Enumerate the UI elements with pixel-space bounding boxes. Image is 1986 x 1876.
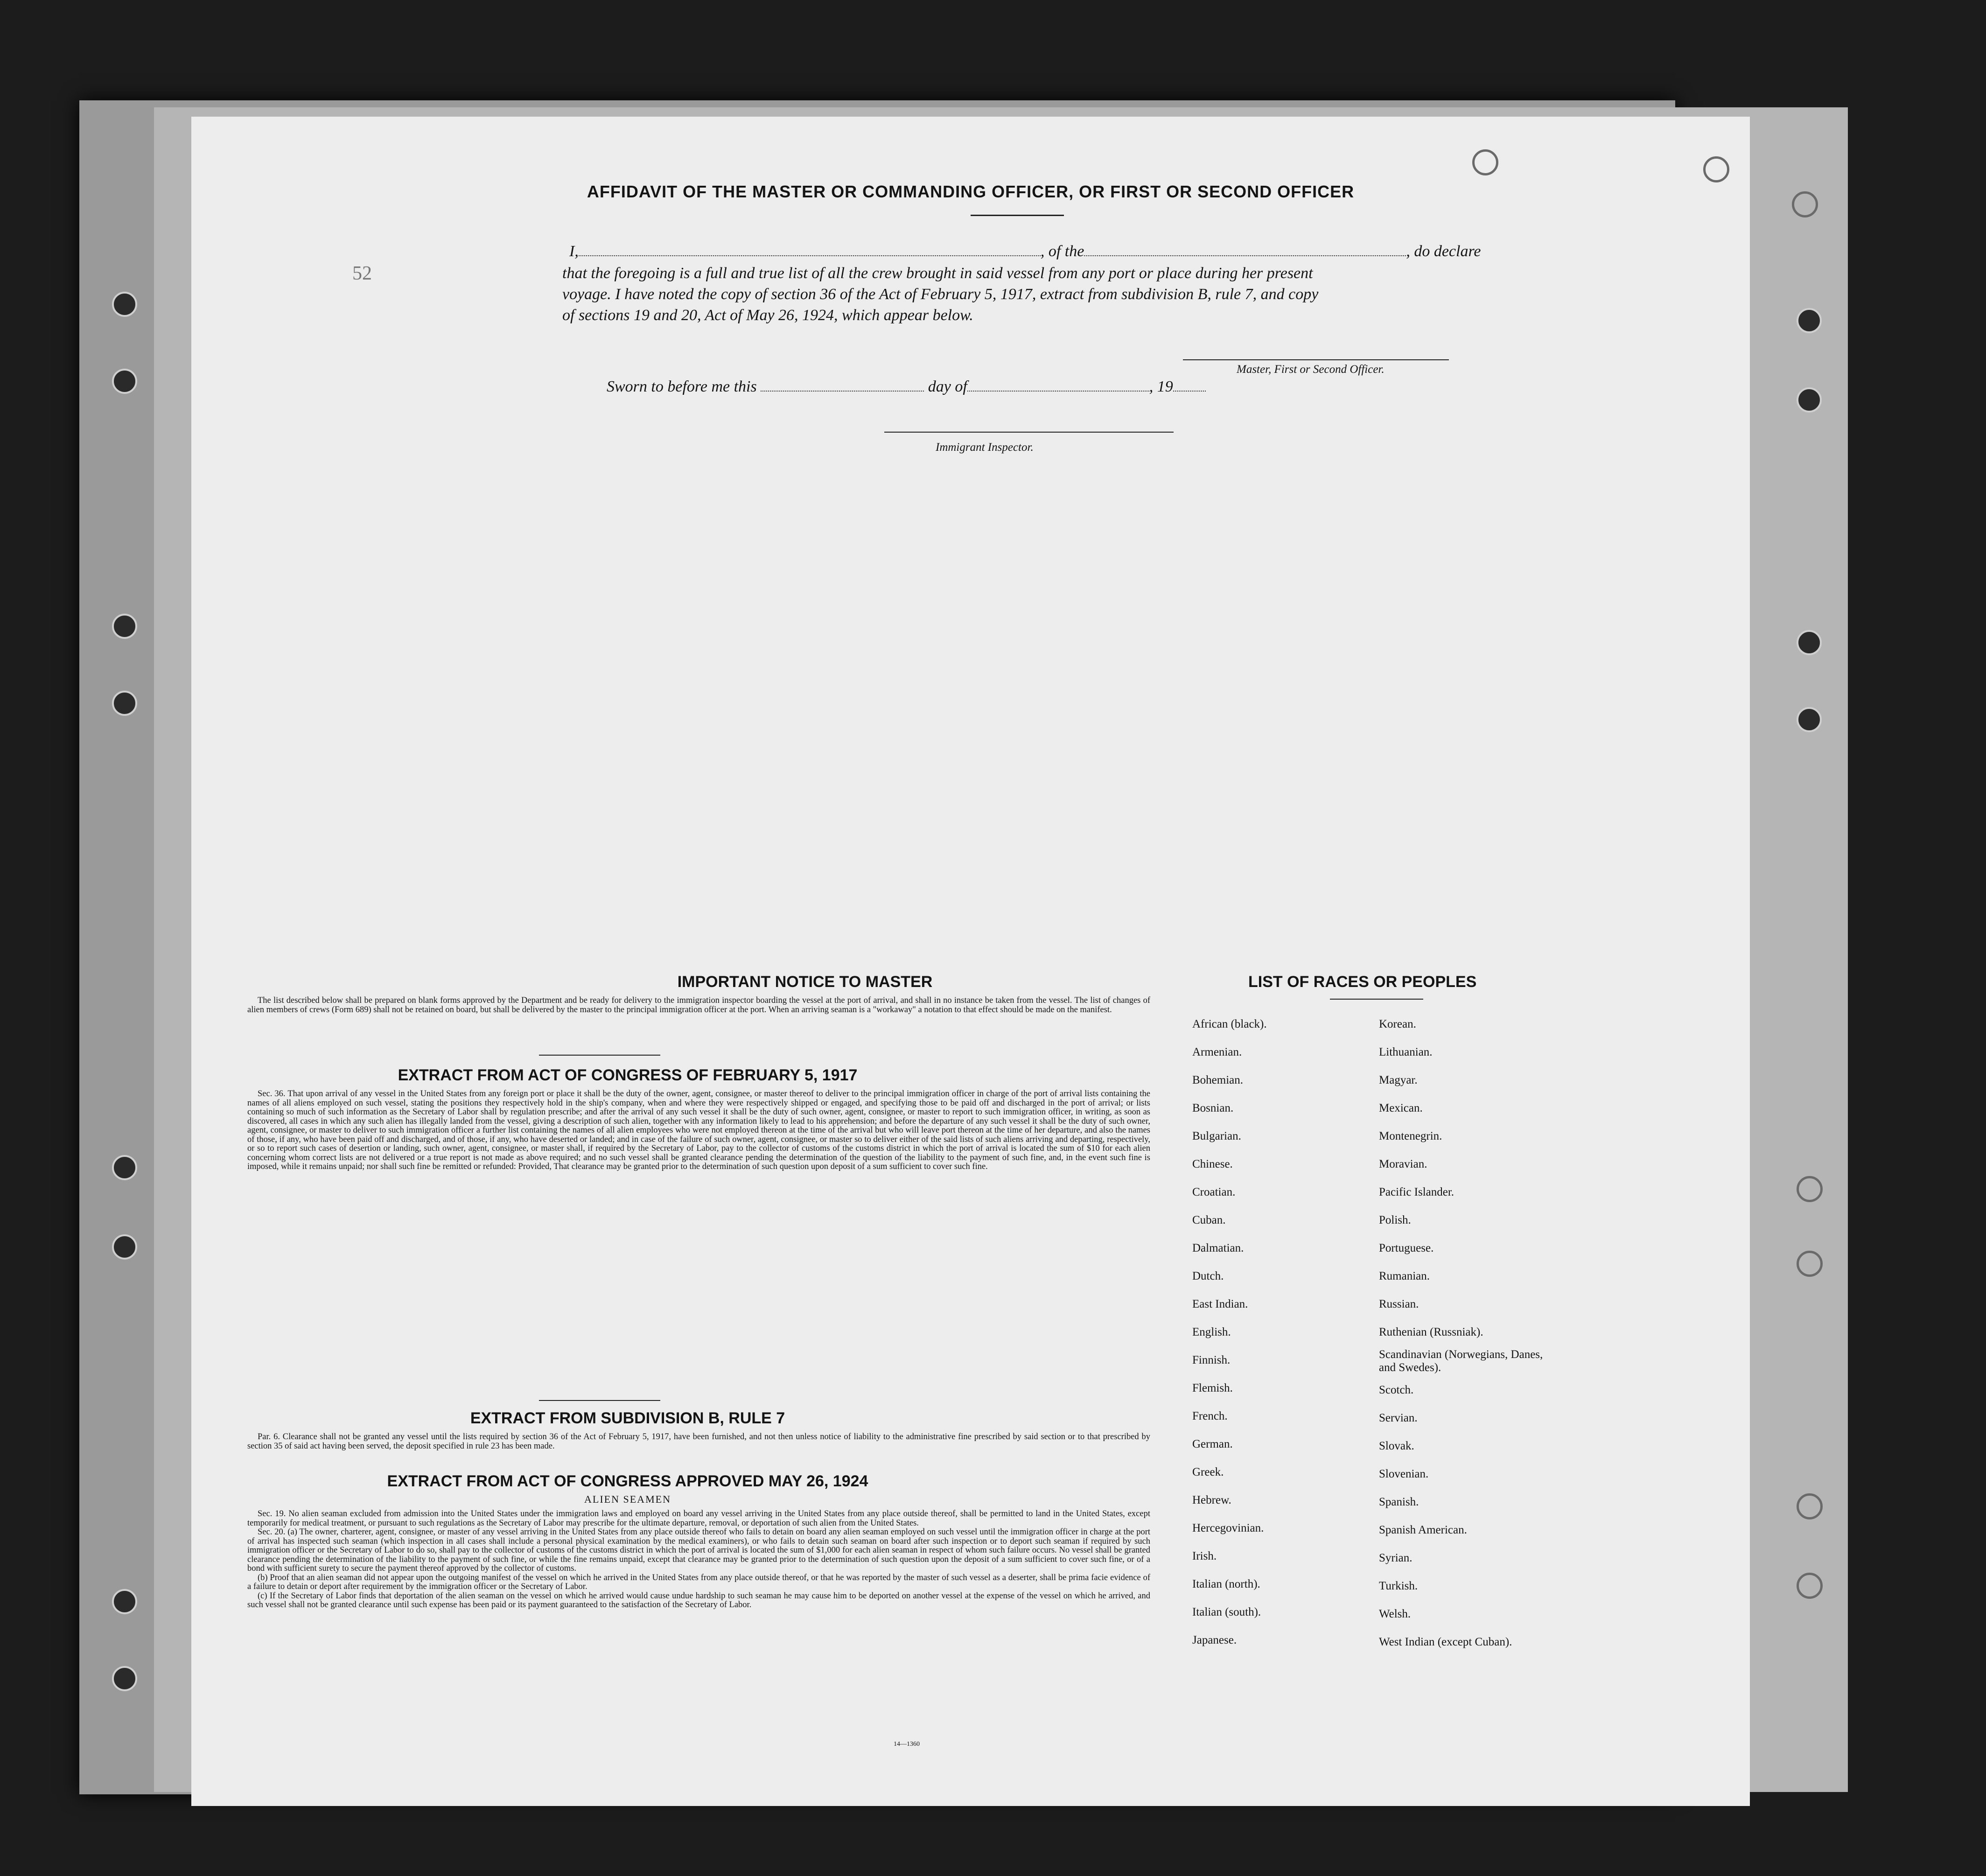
binder-hole [1797,1176,1823,1202]
race-item: Polish. [1379,1214,1411,1226]
binder-hole [1797,1573,1823,1599]
affidavit-line-4: of sections 19 and 20, Act of May 26, 1924, which appear below. [562,307,973,324]
sworn-day-field[interactable] [761,379,924,392]
race-item: Flemish. [1192,1382,1233,1394]
race-item: Mexican. [1379,1102,1423,1114]
binder-hole [1797,630,1822,655]
extract-1917-text: Sec. 36. That upon arrival of any vessel in the United States from any foreign port or place it shall be the duty of the owner, agent, consignee, or master thereof to deliver to the principal immigration officer in charge of the port of arrival lists containing the names of all aliens employed on such vessel, stating the positions they respectively hold in the ship's company, when and where they were respectively shipped or engaged, and specifying those to be paid off and discharged in the port of arrival; or lists containing so much of such information as the Secretary of Labor shall by regulation prescribe; and after the arrival of any such vessel it shall be the duty of such owner, agent, consignee, or master to report to such immigration officer, in writing, as soon as discovered, all cases in which any such alien has illegally landed from the vessel, giving a description of such alien, together with any information likely to lead to his apprehension; and before the departure of any such vessel it shall be the duty of such owner, agent, consignee, or master to deliver to such immigration officer a further list containing the names of all alien employees who were not employed thereon at the time of the arrival but who will leave port thereon at the time of her departure, and also the names of those, if any, who have been paid off and discharged, and of those, if any, who have deserted or landed; and in case of the failure of such owner, agent, consignee, or master so to deliver either of the said lists of such aliens arriving and departing, respectively, or so to report such cases of desertion or landing, such owner, agent, consignee, or master shall, if required by the Secretary of Labor, pay to the collector of customs of the customs district in which the port of arrival is located the sum of $10 for each alien concerning whom correct lists are not delivered or a true report is not made as above required; and no such vessel shall be granted clearance pending the determination of the question of the liability to the payment of such fine, and, in the event such fine is imposed, while it remains unpaid; nor shall such fine be remitted or refunded: Provided, That clearance may be granted prior to the determination of such question upon deposit of a sum sufficient to cover such fine. [247,1089,1150,1171]
race-item: Rumanian. [1379,1270,1430,1282]
affidavit-sheet [191,117,1750,1806]
rule7-title: EXTRACT FROM SUBDIVISION B, RULE 7 [470,1409,785,1427]
affidavit-line-3: voyage. I have noted the copy of section 36 of the Act of February 5, 1917, extract from subdivision B, rule 7, and copy [562,286,1319,303]
race-item: English. [1192,1326,1231,1338]
race-item: Hebrew. [1192,1494,1231,1506]
binder-hole [1797,308,1822,333]
races-left-column [1192,1010,1267,1654]
races-right-column [1379,1010,1547,1656]
race-item: African (black). [1192,1018,1267,1030]
race-item: Moravian. [1379,1158,1427,1170]
race-item: Montenegrin. [1379,1130,1442,1142]
form-number: 14—1360 [894,1741,920,1748]
race-item: Russian. [1379,1298,1419,1310]
binder-hole [112,614,137,639]
race-item: Magyar. [1379,1074,1418,1086]
rule7-text: Par. 6. Clearance shall not be granted any vessel until the lists required by section 36 of the Act of February 5, 1917, have been furnished, and not then unless notice of liability to the administrative fine prescribed by said section or to that prescribed by section 35 of said act having been served, the deposit specified in rule 23 has been made. [247,1432,1150,1451]
affidavit-of-the: , of the [1040,243,1084,260]
race-item: East Indian. [1192,1298,1248,1310]
race-item: Greek. [1192,1466,1224,1478]
section-20c: (c) If the Secretary of Labor finds that deportation of the alien seaman on the vessel on which he arrived would cause undue hardship to such seaman he may cause him to be deported on another vessel at the expense of the vessel on which he arrived, and such vessel shall not be granted clearance until such expense has been paid or its payment guaranteed to the satisfaction of the Secretary of Labor. [247,1591,1150,1610]
extract-1924-title: EXTRACT FROM ACT OF CONGRESS APPROVED MAY 26, 1924 [387,1472,868,1490]
binder-hole [112,1666,137,1691]
notice-title: IMPORTANT NOTICE TO MASTER [677,973,933,991]
sworn-line [607,378,1206,396]
race-item: Spanish. [1379,1496,1419,1508]
sworn-year-prefix: , 19 [1149,378,1173,395]
race-item: Bulgarian. [1192,1130,1241,1142]
race-item: Servian. [1379,1412,1418,1424]
section-20b: (b) Proof that an alien seaman did not appear upon the outgoing manifest of the vessel on which he arrived in the United States from any place outside thereof, or that he was reported by the master of such vessel as a deserter, shall be prima facie evidence of a failure to detain or deport after requirement by the immigration officer or the Secretary of Labor. [247,1573,1150,1591]
divider [539,1055,660,1056]
race-item: Slovenian. [1379,1468,1429,1480]
binder-hole [1792,191,1818,217]
race-item: Italian (south). [1192,1606,1261,1618]
race-item: West Indian (except Cuban). [1379,1636,1512,1648]
binder-hole [112,691,137,716]
binder-hole [112,292,137,317]
race-item: Italian (north). [1192,1578,1260,1590]
race-item: Ruthenian (Russniak). [1379,1326,1483,1338]
race-item: Hercegovinian. [1192,1522,1264,1534]
binder-hole [1797,1493,1823,1519]
binder-hole [1797,387,1822,413]
affidavit-line-1 [569,243,1481,260]
race-item: Syrian. [1379,1552,1413,1564]
races-title: LIST OF RACES OR PEOPLES [1248,973,1477,991]
race-item: Bohemian. [1192,1074,1244,1086]
binder-hole [112,369,137,394]
race-item: Lithuanian. [1379,1046,1433,1058]
binder-hole [112,1155,137,1180]
race-item: Cuban. [1192,1214,1226,1226]
section-19: Sec. 19. No alien seaman excluded from admission into the United States under the immigration laws and employed on board any vessel arriving in the United States from any place outside thereof, shall be permitted to land in the United States, except temporarily for medical treatment, or pursuant to such regulations as the Secretary of Labor may prescribe for the ultimate departure, removal, or deportation of such alien from the United States. [247,1509,1150,1528]
binder-hole [112,1589,137,1614]
race-item: Korean. [1379,1018,1416,1030]
vessel-field[interactable] [1084,244,1406,256]
binder-hole [1472,149,1498,175]
inspector-signature-line[interactable] [884,432,1174,433]
race-item: Irish. [1192,1550,1217,1562]
affidavit-line-2: that the foregoing is a full and true list of all the crew brought in said vessel from any port or place during her present [562,265,1313,282]
race-item: German. [1192,1438,1233,1450]
divider [1330,999,1423,1000]
race-item: Pacific Islander. [1379,1186,1455,1198]
race-item: Dutch. [1192,1270,1224,1282]
binder-hole [1797,707,1822,732]
affidavit-title: AFFIDAVIT OF THE MASTER OR COMMANDING OFFICER, OR FIRST OR SECOND OFFICER [587,182,1355,201]
divider [539,1400,660,1401]
affidavit-i: I, [569,243,579,260]
race-item: Scandinavian (Norwegians, Danes, and Swedes). [1379,1348,1543,1374]
sworn-month-field[interactable] [967,379,1149,392]
race-item: Dalmatian. [1192,1242,1244,1254]
sworn-start: Sworn to before me this [607,378,757,395]
section-20a: Sec. 20. (a) The owner, charterer, agent, consignee, or master of any vessel arriving in the United States from any place outside thereof who fails to detain on board any alien seaman employed on such vessel until the immigration officer in charge at the port of arrival has inspected such seaman (which inspection in all cases shall include a personal physical examination by the medical examiners), or who fails to detain such seaman on board after such inspection or to deport such seaman if required by such immigration officer or the Secretary of Labor to do so, shall pay to the collector of customs of the customs district in which the port of arrival is located the sum of $1,000 for each alien seaman in respect of whom such failure occurs. No vessel shall be granted clearance pending the determination of the liability to the payment of such fine, or while the fine remains unpaid, except that clearance may be granted prior to the determination of such question upon the deposit of a sum sufficient to cover such fine, or of a bond with sufficient surety to secure the payment thereof approved by the collector of customs. [247,1527,1150,1573]
race-item: Chinese. [1192,1158,1233,1170]
race-item: Finnish. [1192,1354,1231,1366]
race-item: Slovak. [1379,1440,1414,1452]
sworn-day-of: day of [928,378,967,395]
extract-1924-subtitle: ALIEN SEAMEN [584,1493,671,1505]
binder-hole [1703,156,1729,182]
race-item: Spanish American. [1379,1524,1467,1536]
name-field[interactable] [579,244,1041,256]
inspector-label: Immigrant Inspector. [936,441,1034,454]
signature-line[interactable] [1183,359,1449,360]
race-item: French. [1192,1410,1228,1422]
race-item: Japanese. [1192,1634,1237,1646]
binder-hole [112,1234,137,1260]
race-item: Croatian. [1192,1186,1236,1198]
extract-1924-text [247,1510,1150,1610]
page-number: 52 [352,263,372,284]
race-item: Bosnian. [1192,1102,1234,1114]
binder-hole [1797,1251,1823,1277]
notice-text: The list described below shall be prepared on blank forms approved by the Department and be ready for delivery to the immigration inspector boarding the vessel at the port of arrival, and shall in no instance be taken from the vessel. The list of changes of alien members of crews (Form 689) shall not be retained on board, but shall be delivered by the master to the principal immigration officer at the port. When an arriving seaman is a "workaway" a notation to that effect should be made on the manifest. [247,996,1150,1015]
extract-1917-title: EXTRACT FROM ACT OF CONGRESS OF FEBRUARY 5, 1917 [398,1066,858,1084]
divider [971,215,1064,216]
master-label: Master, First or Second Officer. [1237,363,1385,376]
affidavit-do-declare: , do declare [1406,243,1481,260]
race-item: Portuguese. [1379,1242,1434,1254]
race-item: Welsh. [1379,1608,1411,1620]
race-item: Turkish. [1379,1580,1418,1592]
race-item: Armenian. [1192,1046,1242,1058]
race-item: Scotch. [1379,1384,1414,1396]
sworn-year-field[interactable] [1173,379,1206,392]
